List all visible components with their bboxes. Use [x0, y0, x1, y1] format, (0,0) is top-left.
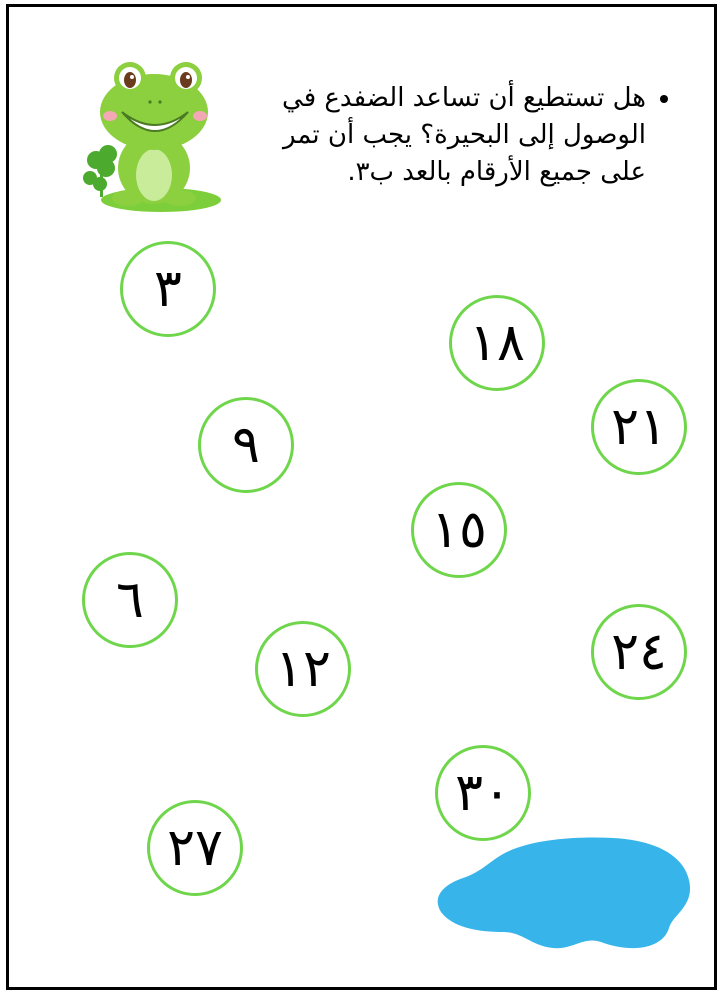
number-label: ٣ — [154, 259, 182, 319]
number-label: ٩ — [232, 415, 260, 475]
number-circle-21 — [591, 379, 687, 475]
number-label: ١٨ — [469, 313, 525, 373]
number-label: ٣٠ — [455, 763, 511, 823]
instruction-text — [262, 80, 682, 191]
number-label: ٢٧ — [167, 818, 223, 878]
number-label: ١٥ — [431, 500, 487, 560]
number-circle-15 — [411, 482, 507, 578]
number-label: ٢١ — [611, 397, 667, 457]
number-circle-18 — [449, 295, 545, 391]
instruction-bullet: • هل تستطيع أن تساعد الضفدع في الوصول إلى البحيرة؟ يجب أن تمر على جميع الأرقام بالعد ب٣. — [262, 80, 646, 191]
frog-icon — [76, 50, 226, 220]
number-circle-30 — [435, 745, 531, 841]
number-circle-3 — [120, 241, 216, 337]
number-label: ٦ — [116, 570, 144, 630]
number-circle-24 — [591, 604, 687, 700]
number-circle-9 — [198, 397, 294, 493]
number-circle-6 — [82, 552, 178, 648]
number-circle-12 — [255, 621, 351, 717]
number-label: ١٢ — [275, 639, 331, 699]
number-circle-27 — [147, 800, 243, 896]
lake-icon — [433, 832, 695, 960]
number-label: ٢٤ — [611, 622, 667, 682]
